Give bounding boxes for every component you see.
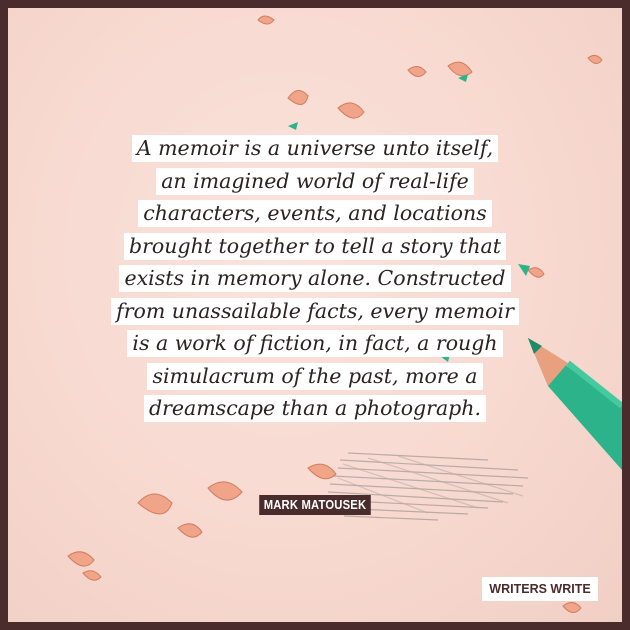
quote-line: exists in memory alone. Constructed — [8, 262, 622, 295]
author-name: MARK MATOUSEK — [259, 495, 371, 515]
quote-card — [8, 8, 622, 622]
quote-line: brought together to tell a story that — [8, 230, 622, 263]
quote-line: A memoir is a universe unto itself, — [8, 132, 622, 165]
quote-text — [8, 132, 622, 425]
quote-line: is a work of fiction, in fact, a rough — [8, 327, 622, 360]
quote-line: dreamscape than a photograph. — [8, 392, 622, 425]
quote-line: an imagined world of real-life — [8, 165, 622, 198]
author-label — [8, 495, 622, 515]
quote-line: from unassailable facts, every memoir — [8, 295, 622, 328]
brand-badge: WRITERS WRITE — [482, 577, 598, 601]
quote-line: simulacrum of the past, more a — [8, 360, 622, 393]
quote-line: characters, events, and locations — [8, 197, 622, 230]
